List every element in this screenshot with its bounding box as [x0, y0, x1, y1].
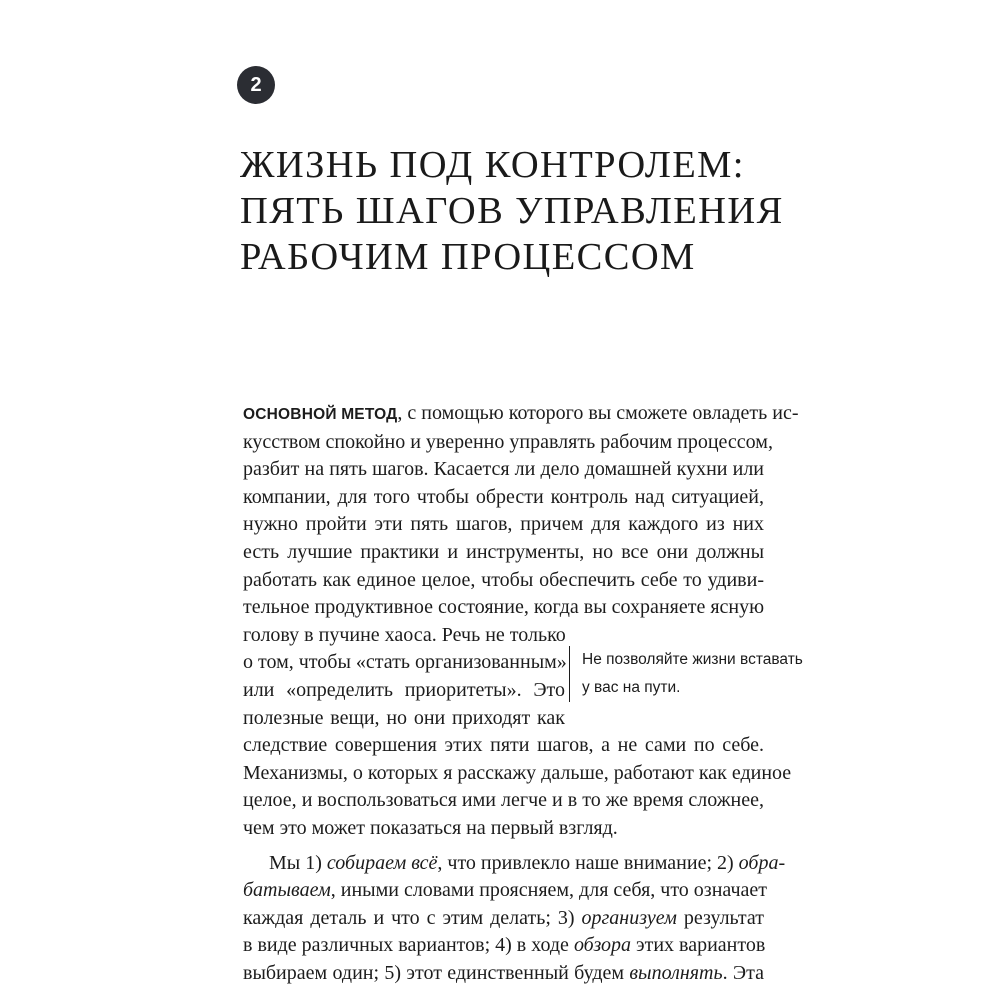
text-line: или «определить приоритеты». Это	[243, 678, 565, 701]
chapter-title-line: ЖИЗНЬ ПОД КОНТРОЛЕМ:	[240, 144, 745, 186]
text-line: работать как единое целое, чтобы обеспечить себе то удиви-	[243, 568, 764, 591]
paragraph-2	[243, 850, 786, 988]
text-line: голову в пучине хаоса. Речь не только	[243, 623, 566, 646]
pull-quote-line: Не позволяйте жизни вставать	[582, 651, 803, 668]
text-fragment: . Эта	[722, 961, 764, 984]
text-line: кусством спокойно и уверенно управлять рабочим процессом,	[243, 430, 773, 453]
pull-quote	[569, 646, 803, 702]
text-line: полезные вещи, но они приходят как	[243, 706, 565, 729]
text-line: чем это может показаться на первый взгляд.	[243, 816, 618, 839]
text-fragment: каждая деталь и что с этим делать; 3)	[243, 906, 582, 929]
chapter-number-badge: 2	[237, 66, 275, 104]
text-line: есть лучшие практики и инструменты, но все они должны	[243, 540, 764, 563]
text-fragment: , с помощью которого вы сможете овладеть ис-	[397, 402, 799, 424]
text-line: тельное продуктивное состояние, когда вы сохраняете ясную	[243, 596, 765, 619]
chapter-title-line: ПЯТЬ ШАГОВ УПРАВЛЕНИЯ	[240, 190, 784, 232]
emphasis: батываем	[243, 879, 331, 902]
emphasis: обзора	[573, 934, 632, 957]
text-line: следствие совершения этих пяти шагов, а не сами по себе.	[243, 734, 764, 757]
text-line: компании, для того чтобы обрести контроль над ситуацией,	[243, 485, 764, 508]
text-line	[243, 400, 799, 429]
text-fragment: выбираем один; 5) этот единственный будем	[243, 961, 630, 984]
pull-quote-line: у вас на пути.	[582, 679, 681, 696]
text-line: Механизмы, о которых я расскажу дальше, работают как единое	[243, 761, 792, 784]
text-line	[243, 877, 768, 905]
text-line: целое, и воспользоваться ими легче и в то же время сложнее,	[243, 789, 764, 812]
emphasis: собираем всё	[326, 851, 438, 874]
text-fragment: результат	[676, 906, 764, 929]
text-line: нужно пройти эти пять шагов, причем для каждого из них	[243, 513, 764, 536]
emphasis: организуем	[581, 906, 677, 929]
text-line	[243, 850, 786, 878]
lead-in-caps: ОСНОВНОЙ МЕТОД	[243, 406, 398, 423]
text-line: разбит на пять шагов. Касается ли дело домашней кухни или	[243, 458, 764, 481]
text-line	[243, 932, 764, 960]
chapter-title-line: РАБОЧИМ ПРОЦЕССОМ	[240, 236, 696, 278]
emphasis: обра-	[738, 851, 786, 874]
text-line: о том, чтобы «стать организованным»	[243, 651, 567, 674]
paragraph-1	[243, 400, 799, 843]
chapter-title	[240, 142, 800, 280]
text-line	[243, 905, 764, 933]
text-line	[243, 960, 764, 988]
text-fragment: , иными словами проясняем, для себя, что означает	[330, 879, 768, 902]
text-fragment: этих вариантов	[631, 934, 766, 957]
text-fragment: Мы 1)	[269, 851, 327, 874]
text-fragment: в виде различных вариантов; 4) в ходе	[243, 934, 574, 957]
emphasis: выполнять	[629, 961, 723, 984]
text-fragment: , что привлекло наше внимание; 2)	[437, 851, 739, 874]
